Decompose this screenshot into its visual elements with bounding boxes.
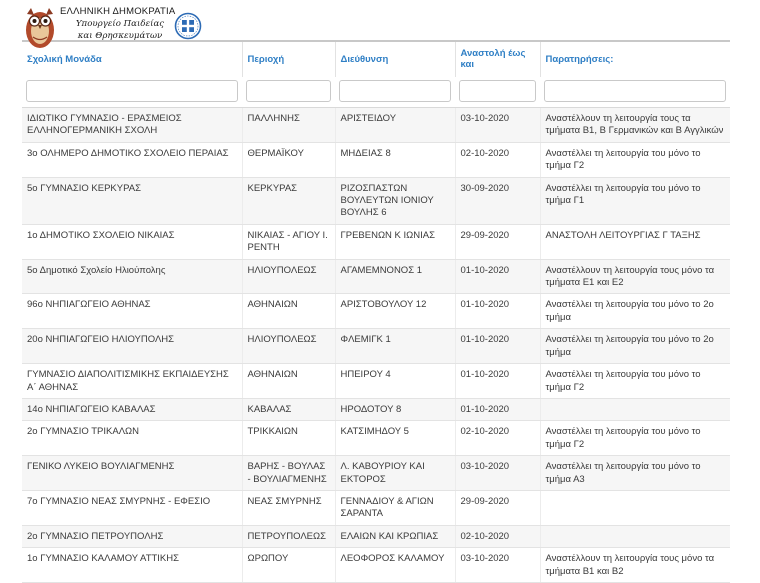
cell-suspension-until: 03-10-2020 [455,548,540,583]
cell-notes: Αναστέλλει τη λειτουργία του μόνο το τμήμα Α3 [540,456,730,491]
table-row[interactable] [22,224,730,259]
cell-notes: Αναστέλλει τη λειτουργία του μόνο το τμήμα Γ2 [540,142,730,177]
table-row[interactable] [22,548,730,583]
cell-notes [540,490,730,525]
table-row[interactable] [22,294,730,329]
cell-address: ΛΕΟΦΟΡΟΣ ΚΑΛΑΜΟΥ [335,548,455,583]
cell-address: Λ. ΚΑΒΟΥΡΙΟΥ ΚΑΙ ΕΚΤΟΡΟΣ [335,456,455,491]
cell-school: 96ο ΝΗΠΙΑΓΩΓΕΙΟ ΑΘΗΝΑΣ [22,294,242,329]
cell-school: ΙΔΙΩΤΙΚΟ ΓΥΜΝΑΣΙΟ - ΕΡΑΣΜΕΙΟΣ ΕΛΛΗΝΟΓΕΡΜΑΝΙΚΗ ΣΧΟΛΗ [22,108,242,143]
table-row[interactable] [22,421,730,456]
cell-notes: Αναστέλλει τη λειτουργία του μόνο το τμήμα Γ2 [540,421,730,456]
cell-area: ΠΕΤΡΟΥΠΟΛΕΩΣ [242,525,335,547]
table-row[interactable] [22,525,730,547]
cell-school: 2ο ΓΥΜΝΑΣΙΟ ΠΕΤΡΟΥΠΟΛΗΣ [22,525,242,547]
cell-area: ΑΘΗΝΑΙΩΝ [242,364,335,399]
cell-area: ΚΕΡΚΥΡΑΣ [242,177,335,224]
cell-suspension-until: 29-09-2020 [455,224,540,259]
cell-suspension-until: 01-10-2020 [455,259,540,294]
cell-suspension-until: 30-09-2020 [455,177,540,224]
cell-area: ΚΑΒΑΛΑΣ [242,398,335,420]
cell-notes: Αναστέλλουν τη λειτουργία τους μόνο τα τμήματα Β1 και Β2 [540,548,730,583]
republic-label: ΕΛΛΗΝΙΚΗ ΔΗΜΟΚΡΑΤΙΑ [60,6,176,17]
cell-school: 7ο ΓΥΜΝΑΣΙΟ ΝΕΑΣ ΣΜΥΡΝΗΣ - ΕΦΕΣΙΟ [22,490,242,525]
filter-input-notes[interactable] [544,80,726,102]
cell-address: ΗΠΕΙΡΟΥ 4 [335,364,455,399]
filter-input-school[interactable] [26,80,238,102]
table-row[interactable] [22,142,730,177]
cell-address: ΕΛΑΙΩΝ ΚΑΙ ΚΡΩΠΙΑΣ [335,525,455,547]
cell-school: 3ο ΟΛΗΜΕΡΟ ΔΗΜΟΤΙΚΟ ΣΧΟΛΕΙΟ ΠΕΡΑΙΑΣ [22,142,242,177]
cell-notes [540,398,730,420]
cell-notes: Αναστέλλουν τη λειτουργία τους μόνο τα τμήματα Ε1 και Ε2 [540,259,730,294]
cell-notes: Αναστέλλει τη λειτουργία του μόνο το τμήμα Γ1 [540,177,730,224]
cell-address: ΜΗΔΕΙΑΣ 8 [335,142,455,177]
cell-suspension-until: 03-10-2020 [455,456,540,491]
table-row[interactable] [22,490,730,525]
table-row[interactable] [22,177,730,224]
greek-emblem-icon [174,12,202,40]
ministry-line-2: και Θρησκευμάτων [77,31,163,41]
cell-area: ΝΕΑΣ ΣΜΥΡΝΗΣ [242,490,335,525]
cell-notes: Αναστέλλει τη λειτουργία του μόνο το 2ο τμήμα [540,294,730,329]
cell-area: ΝΙΚΑΙΑΣ - ΑΓΙΟΥ Ι. ΡΕΝΤΗ [242,224,335,259]
cell-area: ΗΛΙΟΥΠΟΛΕΩΣ [242,259,335,294]
cell-school: ΓΥΜΝΑΣΙΟ ΔΙΑΠΟΛΙΤΙΣΜΙΚΗΣ ΕΚΠΑΙΔΕΥΣΗΣ Α΄ ΑΘΗΝΑΣ [22,364,242,399]
table-row[interactable] [22,364,730,399]
cell-school: 1ο ΓΥΜΝΑΣΙΟ ΚΑΛΑΜΟΥ ΑΤΤΙΚΗΣ [22,548,242,583]
cell-address: ΗΡΟΔΟΤΟΥ 8 [335,398,455,420]
filter-input-address[interactable] [339,80,451,102]
cell-suspension-until: 01-10-2020 [455,294,540,329]
table-body [22,108,730,583]
filter-input-suspension-until[interactable] [459,80,536,102]
cell-suspension-until: 02-10-2020 [455,421,540,456]
cell-school: 1ο ΔΗΜΟΤΙΚΟ ΣΧΟΛΕΙΟ ΝΙΚΑΙΑΣ [22,224,242,259]
cell-notes [540,525,730,547]
cell-suspension-until: 01-10-2020 [455,329,540,364]
cell-suspension-until: 02-10-2020 [455,142,540,177]
cell-suspension-until: 01-10-2020 [455,364,540,399]
cell-address: ΓΡΕΒΕΝΩΝ Κ ΙΩΝΙΑΣ [335,224,455,259]
cell-notes: Αναστέλλει τη λειτουργία του μόνο το 2ο τμήμα [540,329,730,364]
cell-suspension-until: 02-10-2020 [455,525,540,547]
cell-area: ΘΕΡΜΑΪΚΟΥ [242,142,335,177]
table-row[interactable] [22,456,730,491]
cell-notes: ΑΝΑΣΤΟΛΗ ΛΕΙΤΟΥΡΓΙΑΣ Γ ΤΑΞΗΣ [540,224,730,259]
cell-area: ΒΑΡΗΣ - ΒΟΥΛΑΣ - ΒΟΥΛΙΑΓΜΕΝΗΣ [242,456,335,491]
cell-address: ΑΡΙΣΤΕΙΔΟΥ [335,108,455,143]
cell-notes: Αναστέλλουν τη λειτουργία τους τα τμήματα Β1, Β Γερμανικών και Β Αγγλικών [540,108,730,143]
closures-table-container [22,40,730,583]
cell-suspension-until: 01-10-2020 [455,398,540,420]
cell-address: ΡΙΖΟΣΠΑΣΤΩΝ ΒΟΥΛΕΥΤΩΝ ΙΟΝΙΟΥ ΒΟΥΛΗΣ 6 [335,177,455,224]
cell-address: ΓΕΝΝΑΔΙΟΥ & ΑΓΙΩΝ ΣΑΡΑΝΤΑ [335,490,455,525]
filter-row [22,77,730,108]
column-header-suspension-until[interactable]: Αναστολή έως και [455,41,540,77]
cell-school: 2ο ΓΥΜΝΑΣΙΟ ΤΡΙΚΑΛΩΝ [22,421,242,456]
owl-logo-icon [22,4,58,50]
cell-school: 14ο ΝΗΠΙΑΓΩΓΕΙΟ ΚΑΒΑΛΑΣ [22,398,242,420]
cell-school: 20ο ΝΗΠΙΑΓΩΓΕΙΟ ΗΛΙΟΥΠΟΛΗΣ [22,329,242,364]
table-row[interactable] [22,108,730,143]
cell-address: ΦΛΕΜΙΓΚ 1 [335,329,455,364]
cell-address: ΚΑΤΣΙΜΗΔΟΥ 5 [335,421,455,456]
cell-area: ΤΡΙΚΚΑΙΩΝ [242,421,335,456]
cell-school: 5ο Δημοτικό Σχολείο Ηλιούπολης [22,259,242,294]
cell-area: ΩΡΩΠΟΥ [242,548,335,583]
cell-area: ΗΛΙΟΥΠΟΛΕΩΣ [242,329,335,364]
cell-suspension-until: 03-10-2020 [455,108,540,143]
column-header-address[interactable]: Διεύθυνση [335,41,455,77]
cell-school: ΓΕΝΙΚΟ ΛΥΚΕΙΟ ΒΟΥΛΙΑΓΜΕΝΗΣ [22,456,242,491]
cell-notes: Αναστέλλει τη λειτουργία του μόνο το τμήμα Γ2 [540,364,730,399]
cell-area: ΠΑΛΛΗΝΗΣ [242,108,335,143]
ministry-line-1: Υπουργείο Παιδείας [75,19,165,29]
column-header-area[interactable]: Περιοχή [242,41,335,77]
cell-address: ΑΡΙΣΤΟΒΟΥΛΟΥ 12 [335,294,455,329]
column-header-school[interactable]: Σχολική Μονάδα [22,41,242,77]
cell-address: ΑΓΑΜΕΜΝΟΝΟΣ 1 [335,259,455,294]
ministry-logo [22,4,212,54]
cell-suspension-until: 29-09-2020 [455,490,540,525]
cell-school: 5ο ΓΥΜΝΑΣΙΟ ΚΕΡΚΥΡΑΣ [22,177,242,224]
table-row[interactable] [22,329,730,364]
table-row[interactable] [22,398,730,420]
table-row[interactable] [22,259,730,294]
cell-area: ΑΘΗΝΑΙΩΝ [242,294,335,329]
filter-input-area[interactable] [246,80,331,102]
column-header-notes[interactable]: Παρατηρήσεις: [540,41,730,77]
school-closures-table [22,40,730,583]
